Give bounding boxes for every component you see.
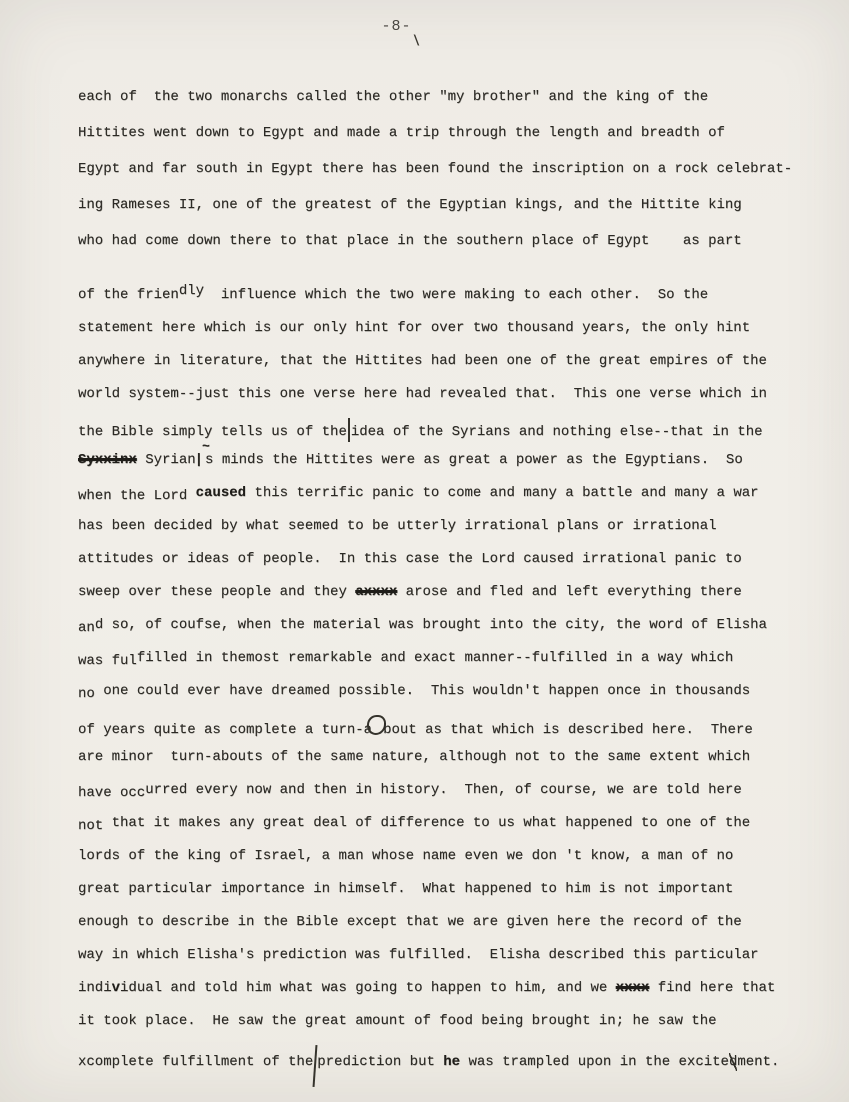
typed-segment: way in which Elisha's prediction was fulfilled. Elisha described this particular bbox=[78, 947, 759, 963]
typed-line bbox=[78, 946, 779, 979]
typed-line bbox=[78, 232, 792, 268]
typed-line bbox=[78, 979, 779, 1012]
typed-line bbox=[78, 649, 779, 682]
typed-segment: of the frien bbox=[78, 287, 179, 303]
typed-line bbox=[78, 484, 779, 517]
page-number: -8- bbox=[381, 18, 412, 35]
typed-line bbox=[78, 616, 779, 649]
typed-line bbox=[78, 283, 779, 319]
typed-segment: find here that bbox=[649, 980, 776, 996]
typed-segment: the Bible simply tells us of the bbox=[78, 424, 347, 440]
typed-segment: Egypt and far south in Egypt there has been found the inscription on a rock celebrat- bbox=[78, 161, 793, 177]
typed-segment-above: ~ bbox=[202, 439, 210, 454]
pencil-mark: \ bbox=[410, 33, 422, 51]
typed-segment: world system--just this one verse here had revealed that. This one verse which in bbox=[78, 386, 767, 402]
typed-segment: anywhere in literature, that the Hittites had been one of the great empires of the bbox=[78, 353, 767, 369]
typed-segment-bold: v bbox=[111, 980, 121, 996]
typed-segment-lower: when the Lord bbox=[78, 488, 196, 504]
typed-segment: great particular importance in himself. What happened to him is not important bbox=[78, 881, 734, 897]
typed-segment: each of the two monarchs called the other "my brother" and the king of the bbox=[78, 89, 709, 105]
typed-segment: idual and told him what was going to happen to him, and we bbox=[120, 980, 616, 996]
typed-segment: has been decided by what seemed to be utterly irrational plans or irrational bbox=[78, 518, 717, 534]
typed-segment: s minds the Hittites were as great a power as the Egyptians. So bbox=[205, 452, 743, 468]
typed-line bbox=[78, 196, 792, 232]
typed-segment-strike: xxxx bbox=[615, 980, 650, 996]
typed-segment: idea of the Syrians and nothing else--that in the bbox=[350, 424, 763, 440]
typed-line bbox=[78, 1012, 779, 1045]
typed-segment: are minor turn-abouts of the same nature, although not to the same extent which bbox=[78, 749, 751, 765]
typed-line bbox=[78, 682, 779, 715]
typed-segment-lower: not bbox=[78, 818, 104, 834]
typed-line bbox=[78, 88, 792, 124]
typed-line bbox=[78, 517, 779, 550]
typed-line bbox=[78, 550, 779, 583]
typed-segment-bar bbox=[348, 418, 350, 442]
typed-segment-bold: he bbox=[443, 1054, 461, 1070]
typed-line bbox=[78, 583, 779, 616]
typed-line bbox=[78, 913, 779, 946]
typed-segment-lower: was ful bbox=[78, 653, 137, 669]
typed-line bbox=[78, 319, 779, 352]
typed-segment: enough to describe in the Bible except that we are given here the record of the bbox=[78, 914, 742, 930]
typed-segment-raise: dly bbox=[178, 283, 205, 299]
typed-segment-bold: caused bbox=[195, 485, 247, 501]
typed-line bbox=[78, 781, 779, 814]
typed-line bbox=[78, 352, 779, 385]
typed-segment-strike: Syxxinx bbox=[78, 452, 137, 468]
typed-segment: one could ever have dreamed possible. This wouldn't happen once in thousands bbox=[94, 683, 751, 699]
typed-segment-lower: have occ bbox=[78, 785, 146, 801]
typed-segment: this terrific panic to come and many a battle and many a war bbox=[246, 485, 759, 501]
typed-segment: xcomplete fulfillment of the bbox=[78, 1054, 314, 1070]
typed-line bbox=[78, 439, 779, 484]
typed-segment: ment. bbox=[737, 1054, 780, 1070]
typed-segment: who had come down there to that place in the southern place of Egypt as part bbox=[78, 233, 742, 249]
typed-segment: filled in themost remarkable and exact manner--fulfilled in a way which bbox=[136, 650, 734, 666]
typed-segment: influence which the two were making to each other. So the bbox=[204, 287, 709, 303]
typed-segment-insmark: | bbox=[194, 452, 204, 468]
typed-line bbox=[78, 748, 779, 781]
typed-segment: prediction but bbox=[317, 1054, 444, 1070]
typed-segment: attitudes or ideas of people. In this case the Lord caused irrational panic to bbox=[78, 551, 742, 567]
typed-line bbox=[78, 1045, 779, 1078]
typed-line bbox=[78, 715, 779, 748]
typed-line bbox=[78, 418, 779, 451]
typed-line bbox=[78, 847, 779, 880]
typed-segment: statement here which is our only hint for over two thousand years, the only hint bbox=[78, 320, 751, 336]
typed-segment-strike: axxxx bbox=[355, 584, 398, 600]
typed-segment: of years quite as complete a turn-a bbox=[78, 722, 373, 738]
typed-segment-slashed: d bbox=[728, 1054, 738, 1070]
typed-segment: lords of the king of Israel, a man whose name even we don 't know, a man of no bbox=[78, 848, 734, 864]
typed-segment: sweep over these people and they bbox=[78, 584, 356, 600]
typed-segment: urred every now and then in history. Then, of course, we are told here bbox=[145, 782, 742, 798]
paragraph-1 bbox=[78, 88, 792, 268]
typed-segment: indi bbox=[78, 980, 112, 996]
typed-line bbox=[78, 880, 779, 913]
typed-line bbox=[78, 814, 779, 847]
typed-segment: ing Rameses II, one of the greatest of the Egyptian kings, and the Hittite king bbox=[78, 197, 742, 213]
typed-line bbox=[78, 160, 792, 196]
typed-segment-lower: no bbox=[78, 686, 95, 702]
typed-segment: arose and fled and left everything there bbox=[397, 584, 742, 600]
typed-segment: Hittites went down to Egypt and made a trip through the length and breadth of bbox=[78, 125, 725, 141]
typed-segment: was trampled upon in the excite bbox=[460, 1054, 729, 1070]
typed-segment: bout as that which is described here. There bbox=[383, 722, 753, 738]
typed-line bbox=[78, 124, 792, 160]
typed-segment: that it makes any great deal of difference to us what happened to one of the bbox=[103, 815, 751, 831]
typed-line bbox=[78, 385, 779, 418]
typed-segment: it took place. He saw the great amount of food being brought in; he saw the bbox=[78, 1013, 717, 1029]
paragraph-2 bbox=[78, 283, 780, 1078]
typed-segment-lower: an bbox=[78, 620, 95, 636]
typed-segment: Syrian bbox=[136, 452, 196, 468]
typed-segment: d so, of coufse, when the material was brought into the city, the word of Elisha bbox=[94, 617, 767, 633]
